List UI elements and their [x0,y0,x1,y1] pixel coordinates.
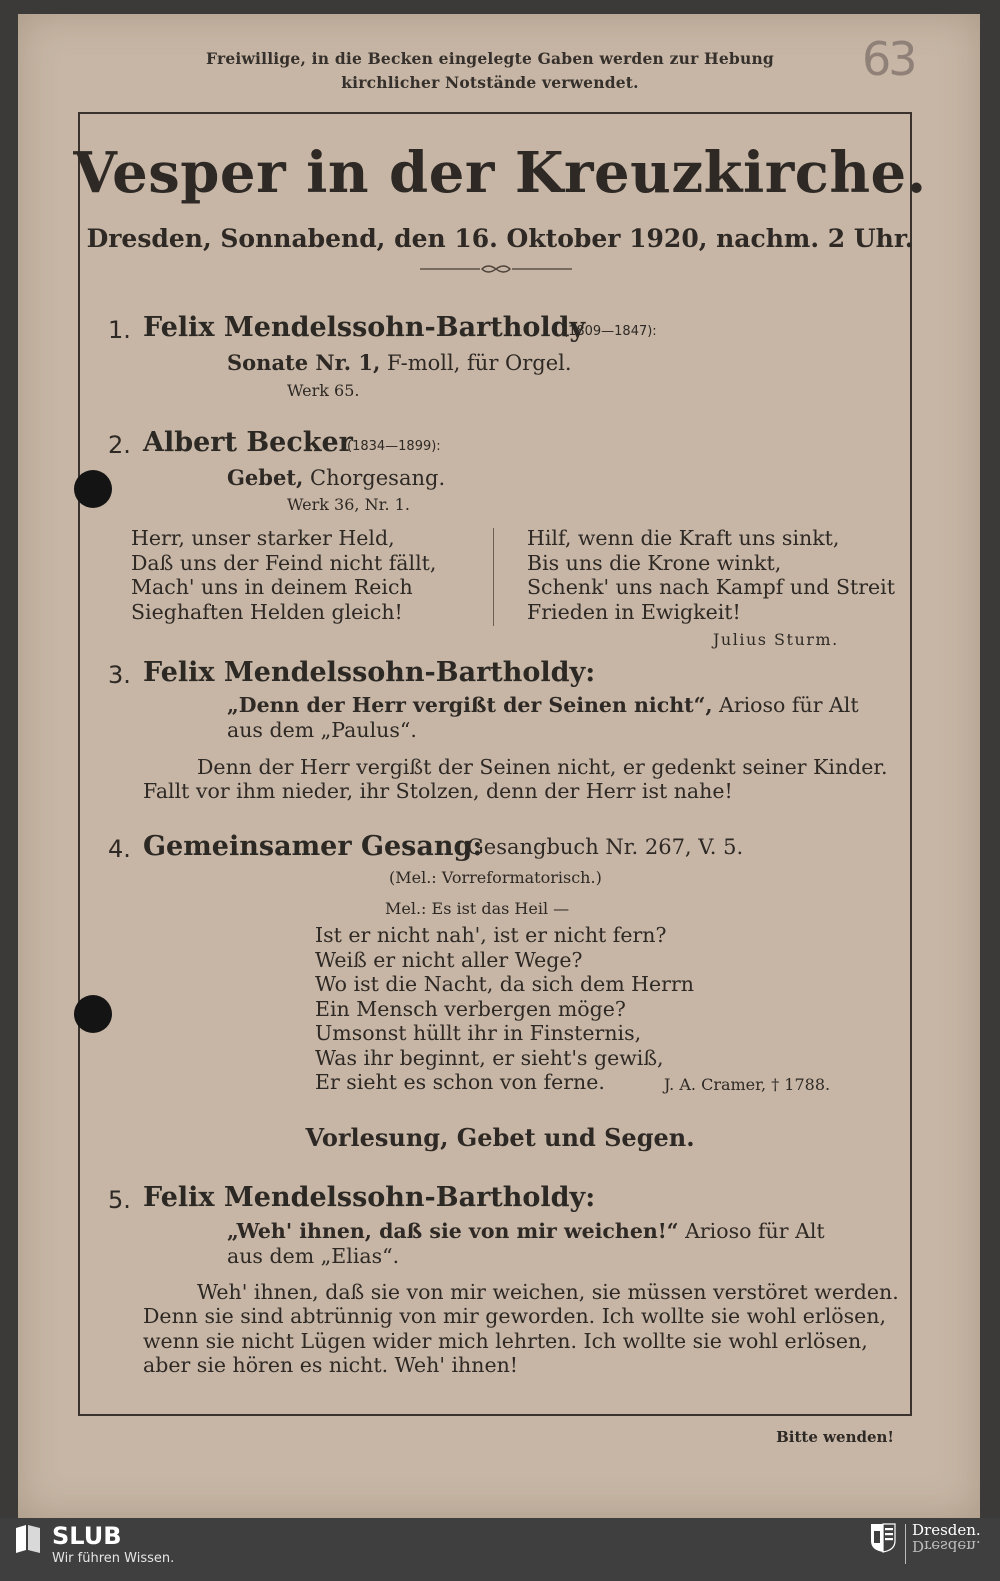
item-4-author: J. A. Cramer, † 1788. [664,1075,831,1094]
item-5-text-line-4: aber sie hören es nicht. Weh' ihnen! [143,1353,519,1377]
item-3-text-line-2: Fallt vor ihm nieder, ihr Stolzen, denn der Herr ist nahe! [143,779,733,803]
item-2-author: Julius Sturm. [713,630,839,649]
dresden-wordmark[interactable] [912,1522,981,1554]
notice-line-2: kirchlicher Notstände verwendet. [341,73,639,92]
verse-line: Sieghaften Helden gleich! [131,599,403,624]
item-2-years: (1834—1899): [347,439,441,454]
footer-separator [905,1524,906,1564]
library-footer-bar [0,1518,1000,1581]
event-date: Dresden, Sonnabend, den 16. Oktober 1920, nachm. 2 Uhr. [86,224,914,253]
dresden-word-mirror: Dresden. [912,1537,981,1555]
item-2-verse-left [131,526,436,624]
item-3-composer: Felix Mendelssohn-Bartholdy: [143,657,596,688]
item-2-number: 2. [108,431,131,459]
verse-line: Wo ist die Nacht, da sich dem Herrn [315,972,694,996]
item-4-heading: Gemeinsamer Gesang: [143,831,483,862]
verse-line: Mach' uns in deinem Reich [131,575,413,599]
item-5-number: 5. [108,1186,131,1214]
verse-line: Daß uns der Feind nicht fällt, [131,550,437,575]
item-1-years: (1809—1847): [563,324,657,339]
turn-over-note: Bitte wenden! [776,1428,894,1446]
item-1-opus: Werk 65. [287,381,360,400]
item-1-work-detail: F-moll, für Orgel. [380,351,572,375]
verse-line: Er sieht es schon von ferne. [315,1070,605,1094]
verse-line: Herr, unser starker Held, [131,526,395,550]
item-2-verse-right [527,526,895,624]
verse-line: Umsonst hüllt ihr in Finsternis, [315,1021,642,1045]
page-title: Vesper in der Kreuzkirche. [73,140,927,206]
item-3-work-detail: Arioso für Alt [712,693,859,717]
item-5-work-detail: Arioso für Alt [678,1219,825,1243]
item-1-work-title: Sonate Nr. 1, [227,350,381,375]
item-3-work [227,693,859,717]
item-4-number: 4. [108,835,131,863]
item-1-number: 1. [108,316,131,344]
item-5-text-line-1: Weh' ihnen, daß sie von mir weichen, sie müssen verstöret werden. [197,1280,899,1304]
dresden-word: Dresden. [912,1521,981,1539]
verse-line: Bis uns die Krone winkt, [527,550,782,575]
verse-line: Was ihr beginnt, er sieht's gewiß, [315,1045,664,1070]
item-5-work-source: aus dem „Elias“. [227,1244,400,1268]
item-2-work-detail: Chorgesang. [303,466,446,490]
item-5-text-line-3: wenn sie nicht Lügen wider mich lehrten. Ich wollte sie wohl erlösen, [143,1329,868,1353]
slub-logo-text[interactable]: SLUB [52,1522,122,1550]
verse-line: Schenk' uns nach Kampf und Streit [527,575,895,599]
slub-book-icon[interactable] [14,1524,42,1554]
item-5-work [227,1219,825,1243]
divider-ornament-icon [420,262,572,276]
item-1-work [227,350,572,375]
item-3-work-title: „Denn der Herr vergißt der Seinen nicht“, [227,693,713,717]
verse-line: Ein Mensch verbergen möge? [315,996,626,1021]
item-3-number: 3. [108,661,131,689]
donation-notice [150,47,830,95]
item-3-work-source: aus dem „Paulus“. [227,718,417,742]
verse-line: Weiß er nicht aller Wege? [315,947,583,972]
verse-line: Ist er nicht nah', ist er nicht fern? [315,923,667,947]
verse-line: Hilf, wenn die Kraft uns sinkt, [527,526,840,550]
item-2-work [227,465,445,490]
item-2-composer: Albert Becker [143,427,353,458]
notice-line-1: Freiwillige, in die Becken eingelegte Gaben werden zur Hebung [206,49,774,68]
item-1-composer: Felix Mendelssohn-Bartholdy [143,312,586,343]
item-2-work-title: Gebet, [227,465,304,490]
archive-number: 63 [862,32,915,86]
item-5-text-line-2: Denn sie sind abtrünnig von mir geworden. Ich wollte sie wohl erlösen, [143,1304,886,1328]
punch-hole [74,995,112,1033]
item-4-melody: Mel.: Es ist das Heil — [385,899,570,918]
verse-line: Frieden in Ewigkeit! [527,599,741,624]
interlude-heading: Vorlesung, Gebet und Segen. [305,1123,695,1152]
item-5-work-title: „Weh' ihnen, daß sie von mir weichen!“ [227,1219,679,1243]
item-4-hymn-ref: Gesangbuch Nr. 267, V. 5. [467,835,744,859]
item-4-verse [315,923,694,1095]
item-5-composer: Felix Mendelssohn-Bartholdy: [143,1182,596,1213]
item-4-melody-origin: (Mel.: Vorreformatorisch.) [389,868,602,887]
verse-divider [493,528,494,626]
item-3-text-line-1: Denn der Herr vergißt der Seinen nicht, er gedenkt seiner Kinder. [197,755,888,779]
slub-tagline: Wir führen Wissen. [52,1551,175,1566]
dresden-crest-icon[interactable] [870,1523,896,1553]
item-2-opus: Werk 36, Nr. 1. [287,495,410,514]
punch-hole [74,470,112,508]
